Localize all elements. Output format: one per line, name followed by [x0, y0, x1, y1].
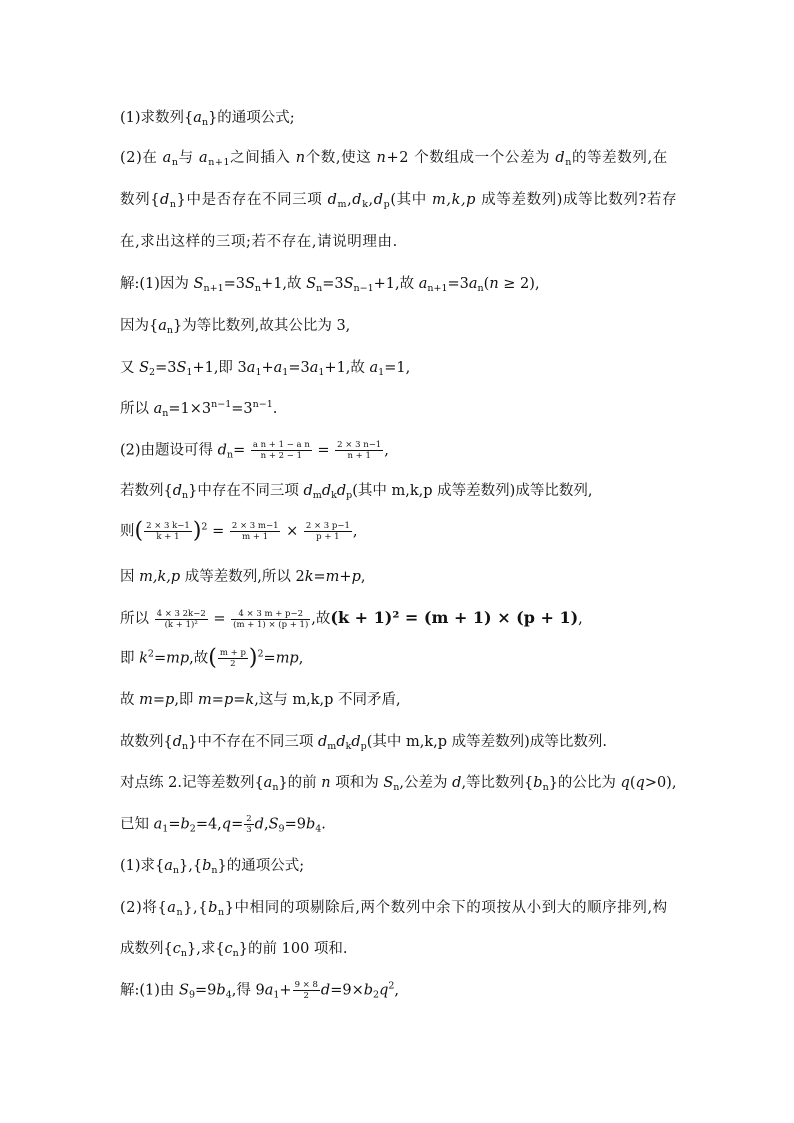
practice-line-2: 已知 $a_1=b_2=4,q=$ $\frac{2}{3}$ $d,S_9=9b_4$.	[120, 814, 326, 835]
solution-1-line-4: 所以 $a_n=1\times 3^{n-1}=3^{n-1}$.	[120, 399, 278, 419]
fraction: $\frac{\text{a n + 1 − a n}}{n + 2 - 1}$	[252, 440, 310, 461]
fraction: $\frac{2 \times 3 n-1}{n + 1}$	[337, 440, 382, 461]
question-2-line-2: 数列$\{d_n\}$中是否存在不同三项 $d_m,d_k,d_p$(其中 m,k,p 成等差数列)成等比数列?若存	[120, 192, 678, 210]
solution-2-line-2: 若数列$\{d_n\}$中存在不同三项 $d_md_kd_p$(其中 m,k,p 成等差数列)成等比数列,	[120, 483, 593, 501]
question-1: (1)求数列$\{a_n\}$的通项公式;	[120, 110, 295, 128]
solution-1-line-1: 解:(1)因为 $S_{n+1}=3S_n+1$,故 $S_n=3S_{n-1}+1$,故 $a_{n+1}=3a_n(n \ge 2)$,	[120, 276, 540, 294]
solution-2-line-8: 故数列$\{d_n\}$中不存在不同三项 $d_md_kd_p$(其中 m,k,p 成等差数列)成等比数列.	[120, 734, 607, 752]
solution-2-line-4: 因 m,k,p 成等差数列,所以 2k=m+p,	[120, 569, 366, 585]
practice-line-5: 成数列$\{c_n\}$,求$\{c_n\}$的前 100 项和.	[120, 941, 348, 959]
practice-line-1: 对点练 2.记等差数列$\{a_n\}$的前 n 项和为 $S_n$,公差为 d,等比数列$\{b_n\}$的公比为 q(q>0),	[120, 775, 677, 793]
fraction: $\frac{2}{3}$	[246, 814, 252, 835]
practice-line-6: 解:(1)由 $S_9=9b_4$,得 $9a_1+$ $\frac{9 \times 8}{2}$ $d=9\times b_2q^2$,	[120, 980, 400, 1001]
solution-1-line-2: 因为$\{a_n\}$为等比数列,故其公比为 3,	[120, 318, 351, 336]
fraction: $\frac{2 \times 3 p-1}{p + 1}$	[305, 521, 350, 542]
fraction: $\frac{2 \times 3 k-1}{k + 1}$	[146, 521, 190, 542]
solution-2-line-6: 即 $k^2=mp$,故( $\frac{m + p}{2}$ )$^2$=mp,	[120, 645, 304, 671]
fraction: $\frac{m + p}{2}$	[219, 648, 246, 669]
fraction: $\frac{4 \times 3 m + p-2}{(m + 1) \times (p + 1)}$	[233, 608, 309, 630]
question-2-line-3: 在,求出这样的三项;若不存在,请说明理由.	[120, 234, 398, 250]
solution-2-line-1: (2)由题设可得 $d_n=$ $\frac{\text{a n + 1 − a n}}{n + 2 - 1}$ = $\frac{2 \times 3 n-1}{n + 1}$ ,	[120, 440, 389, 461]
fraction: $\frac{2 \times 3 m-1}{m + 1}$	[231, 521, 279, 542]
practice-line-3: (1)求$\{a_n\},\{b_n\}$的通项公式;	[120, 858, 305, 876]
solution-1-line-3: 又 $S_2=3S_1+1$,即 $3a_1+a_1=3a_1+1$,故 $a_1=1$,	[120, 360, 411, 378]
solution-2-line-3: 则( $\frac{2 \times 3 k-1}{k + 1}$ )$^2$ = $\frac{2 \times 3 m-1}{m + 1}$ × $\frac{2 \times 3 p-1}{p + 1}$ ,	[120, 518, 358, 544]
question-2-line-1: (2)在 $a_n$与 $a_{n+1}$之间插入 n个数,使这 n+2 个数组成一个公差为 $d_n$的等差数列,在	[120, 150, 668, 168]
fraction: $\frac{4 \times 3 2k-2}{\text{(k + 1)²}}$	[156, 608, 206, 630]
solution-2-line-7: 故 m=p,即 m=p=k,这与 m,k,p 不同矛盾,	[120, 692, 401, 708]
fraction: $\frac{9 \times 8}{2}$	[294, 980, 318, 1001]
practice-line-4: (2)将$\{a_n\},\{b_n\}$中相同的项剔除后,两个数列中余下的项按从小到大的顺序排列,构	[120, 900, 668, 918]
solution-2-line-5: 所以 $\frac{4 \times 3 2k-2}{\text{(k + 1)²}}$ = $\frac{4 \times 3 m + p-2}{(m + 1) \times (p + 1)}$ ,故(k + 1)² = (m + 1) × (p + 1),	[120, 608, 583, 630]
